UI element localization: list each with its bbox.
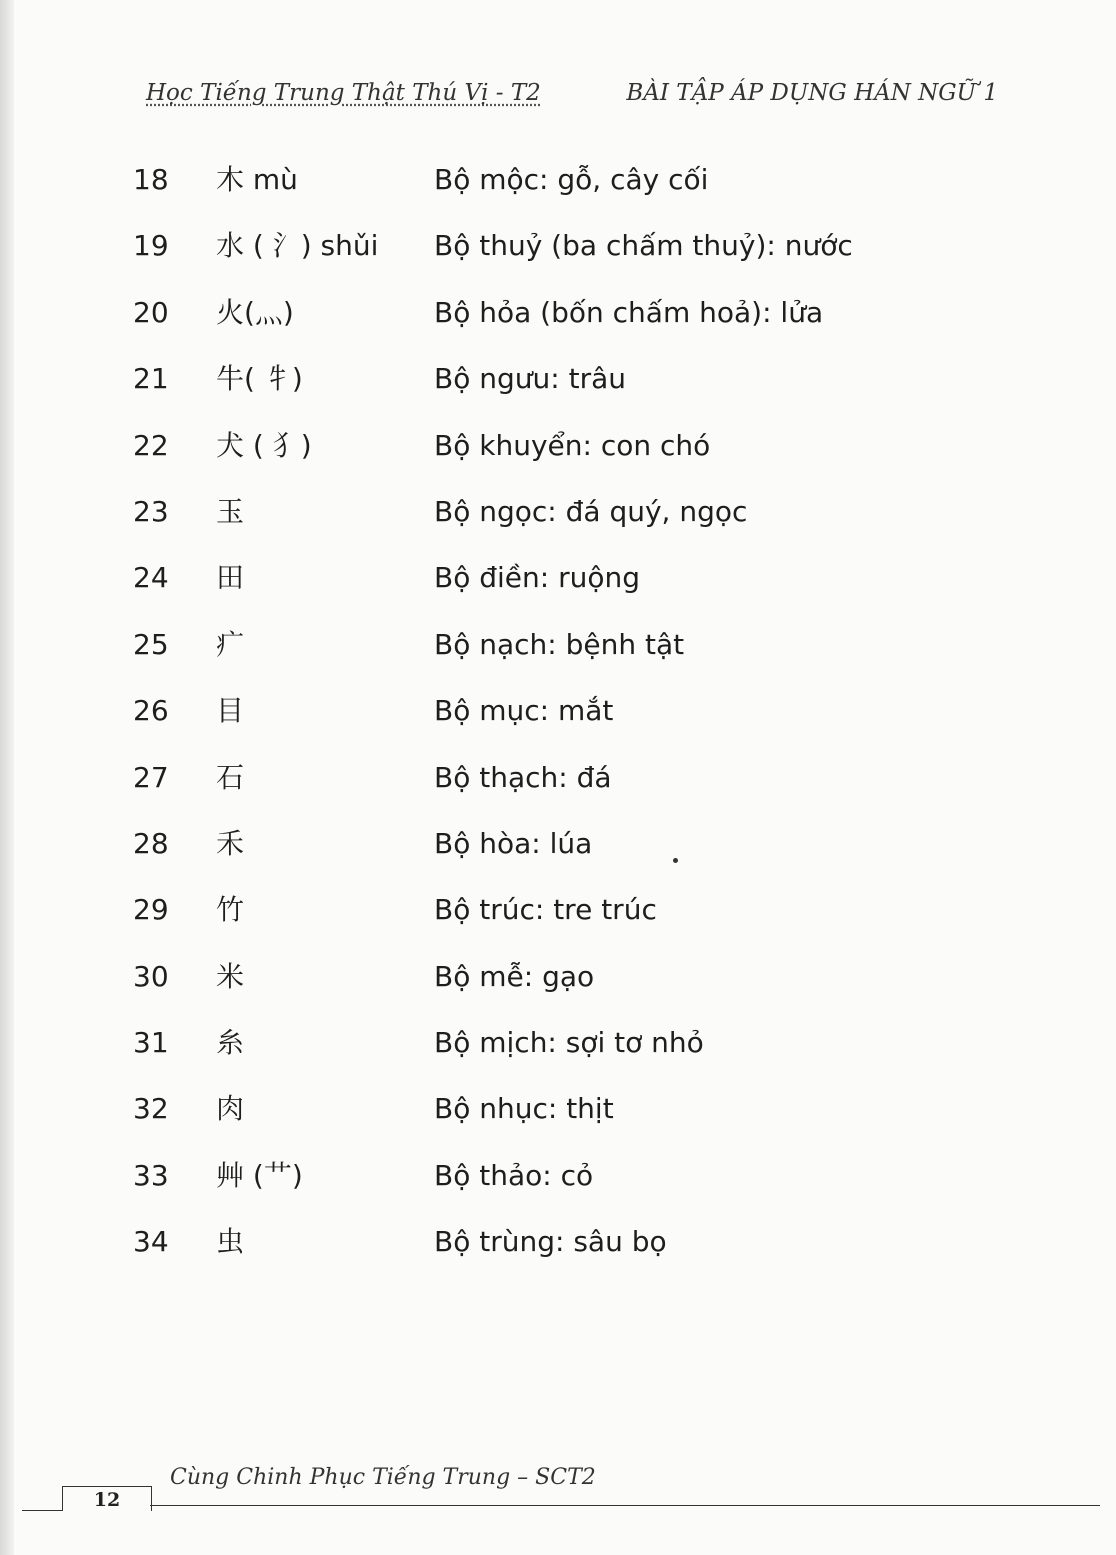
radical-character: 石 [216, 760, 245, 794]
list-item [0, 1212, 1116, 1278]
footer-rule [150, 1505, 1100, 1506]
radical-character: 木 mù [216, 163, 298, 196]
item-number: 26 [133, 694, 169, 728]
list-item [0, 681, 1116, 747]
list-item [0, 283, 1116, 349]
item-number: 22 [133, 428, 169, 462]
page-number: 12 [93, 1489, 121, 1511]
radical-meaning: Bộ thạch: đá [434, 760, 612, 794]
radical-meaning: Bộ điền: ruộng [434, 561, 641, 595]
item-number: 33 [133, 1158, 169, 1192]
list-item [0, 814, 1116, 880]
list-item [0, 1013, 1116, 1079]
item-number: 23 [133, 494, 169, 528]
item-number: 25 [133, 627, 169, 661]
radical-character: 虫 [216, 1225, 245, 1259]
item-number: 20 [133, 295, 169, 329]
radical-meaning: Bộ trùng: sâu bọ [434, 1225, 667, 1259]
item-number: 21 [133, 362, 169, 396]
item-number: 32 [133, 1092, 169, 1126]
radical-meaning: Bộ hòa: lúa [434, 826, 593, 860]
item-number: 31 [133, 1026, 169, 1060]
radical-character: 米 [216, 959, 245, 993]
list-item [0, 416, 1116, 482]
radical-character: 田 [216, 561, 245, 595]
item-number: 29 [133, 893, 169, 927]
radical-meaning: Bộ mễ: gạo [434, 959, 595, 993]
radical-character: 肉 [216, 1092, 245, 1126]
list-item [0, 482, 1116, 548]
book-title-header: Học Tiếng Trung Thật Thú Vị - T2 [146, 80, 541, 106]
radical-meaning: Bộ trúc: tre trúc [434, 893, 657, 927]
item-number: 34 [133, 1225, 169, 1259]
radical-meaning: Bộ ngưu: trâu [434, 362, 626, 396]
radical-character: 牛( 牜) [216, 362, 303, 396]
radical-meaning: Bộ nạch: bệnh tật [434, 627, 685, 661]
radical-meaning: Bộ mịch: sợi tơ nhỏ [434, 1026, 704, 1060]
list-item [0, 1146, 1116, 1212]
radical-character: 竹 [216, 893, 245, 927]
radical-character: 犬 ( 犭) [216, 428, 312, 462]
item-number: 28 [133, 826, 169, 860]
item-number: 19 [133, 229, 169, 263]
radical-meaning: Bộ mục: mắt [434, 694, 614, 728]
radical-list [0, 150, 1116, 1279]
radical-character: 玉 [216, 494, 245, 528]
radical-character: 水 ( 氵) shǔi [216, 229, 379, 263]
item-number: 18 [133, 163, 169, 196]
item-number: 27 [133, 760, 169, 794]
list-item [0, 880, 1116, 946]
footer-series-title: Cùng Chinh Phục Tiếng Trung – SCT2 [170, 1465, 596, 1490]
footer-rule-left [22, 1510, 62, 1511]
item-number: 24 [133, 561, 169, 595]
radical-meaning: Bộ thảo: cỏ [434, 1158, 594, 1192]
item-number: 30 [133, 959, 169, 993]
radical-character: 艸 (艹) [216, 1158, 303, 1192]
list-item [0, 615, 1116, 681]
ink-speck [673, 858, 678, 863]
list-item [0, 349, 1116, 415]
radical-meaning: Bộ nhục: thịt [434, 1092, 614, 1126]
radical-character: 禾 [216, 826, 245, 860]
radical-meaning: Bộ khuyển: con chó [434, 428, 711, 462]
radical-meaning: Bộ mộc: gỗ, cây cối [434, 163, 709, 196]
radical-meaning: Bộ thuỷ (ba chấm thuỷ): nước [434, 229, 853, 263]
radical-character: 火(灬) [216, 295, 294, 329]
radical-character: 目 [216, 694, 245, 728]
radical-meaning: Bộ hỏa (bốn chấm hoả): lửa [434, 295, 824, 329]
chapter-title-header: BÀI TẬP ÁP DỤNG HÁN NGỮ 1 [626, 80, 998, 106]
list-item [0, 947, 1116, 1013]
radical-meaning: Bộ ngọc: đá quý, ngọc [434, 494, 748, 528]
list-item [0, 216, 1116, 282]
radical-character: 疒 [216, 627, 245, 661]
list-item [0, 748, 1116, 814]
list-item [0, 1079, 1116, 1145]
list-item [0, 150, 1116, 216]
list-item [0, 548, 1116, 614]
page-number-box [62, 1486, 152, 1511]
radical-character: 糸 [216, 1026, 245, 1060]
